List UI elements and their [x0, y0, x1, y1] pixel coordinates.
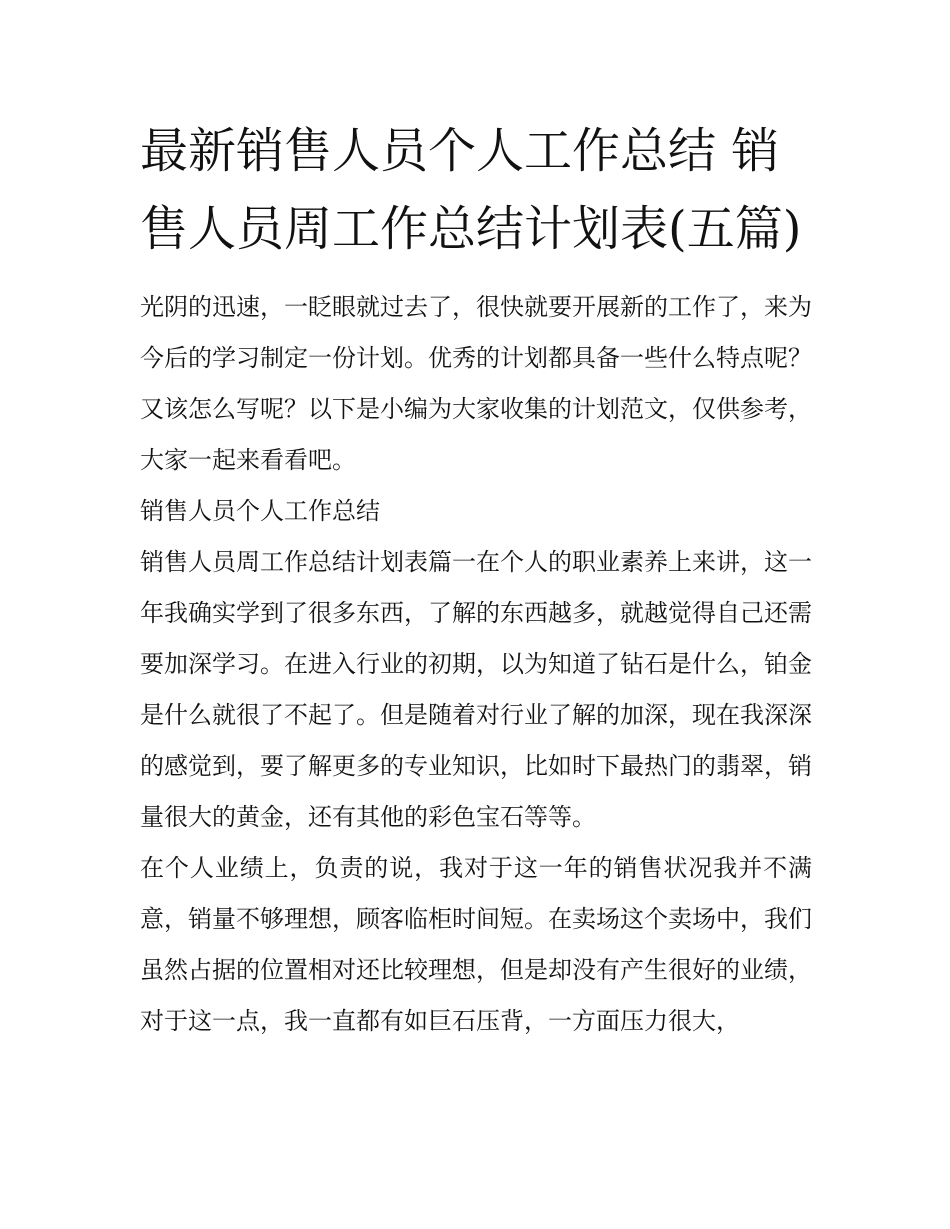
body-paragraph-1: 销售人员周工作总结计划表篇一在个人的职业素养上来讲，这一年我确实学到了很多东西，了解的东西越多，就越觉得自己还需要加深学习。在进入行业的初期，以为知道了钻石是什么，铂金是什么就很了不起了。但是随着对行业了解的加深，现在我深深的感觉到，要了解更多的专业知识，比如时下最热门的翡翠，销量很大的黄金，还有其他的彩色宝石等等。	[140, 548, 812, 831]
document-page	[140, 112, 812, 1047]
body-paragraph-2: 在个人业绩上，负责的说，我对于这一年的销售状况我并不满意，销量不够理想，顾客临柜时间短。在卖场这个卖场中，我们虽然占据的位置相对还比较理想，但是却没有产生很好的业绩，对于这一点，我一直都有如巨石压背，一方面压力很大，	[140, 854, 812, 1035]
intro-paragraph: 光阴的迅速，一眨眼就过去了，很快就要开展新的工作了，来为今后的学习制定一份计划。优秀的计划都具备一些什么特点呢？又该怎么写呢？以下是小编为大家收集的计划范文，仅供参考，大家一起来看看吧。	[140, 293, 812, 474]
section-heading: 销售人员个人工作总结	[140, 497, 380, 525]
document-title: 最新销售人员个人工作总结 销售人员周工作总结计划表(五篇)	[140, 123, 802, 257]
